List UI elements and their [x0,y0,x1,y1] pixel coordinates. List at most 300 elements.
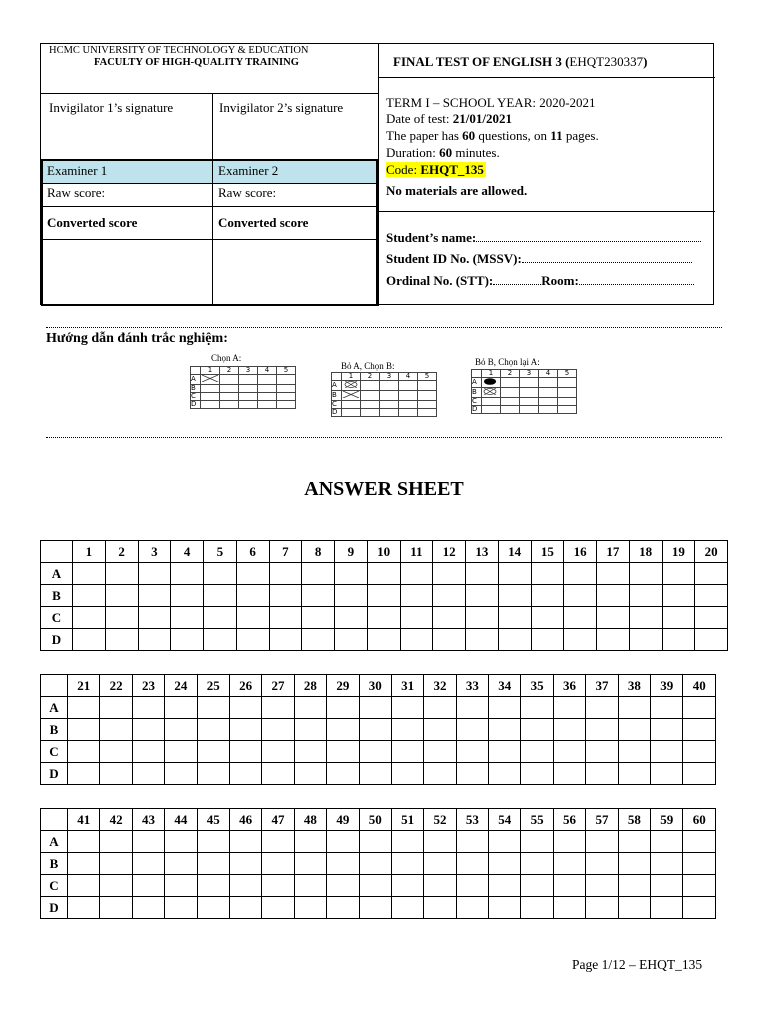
answer-bubble-cell[interactable] [521,741,553,763]
paper-line [386,128,599,143]
answer-bubble-cell[interactable] [294,719,326,741]
student-name-field[interactable] [386,230,701,245]
answer-bubble-cell[interactable] [597,629,630,651]
answer-bubble-cell[interactable] [433,629,466,651]
answer-bubble-cell[interactable] [683,719,716,741]
room-blank[interactable] [579,273,694,285]
answer-bubble-cell[interactable] [466,585,499,607]
answer-bubble-cell[interactable] [100,719,132,741]
answer-bubble-cell[interactable] [564,585,597,607]
answer-bubble-cell[interactable] [391,875,423,897]
answer-bubble-cell[interactable] [400,607,433,629]
answer-bubble-cell[interactable] [171,607,204,629]
answer-bubble-cell[interactable] [294,897,326,919]
answer-bubble-cell[interactable] [466,607,499,629]
answer-row [41,585,728,607]
answer-bubble-cell[interactable] [391,763,423,785]
answer-bubble-cell[interactable] [456,897,488,919]
answer-bubble-cell[interactable] [236,629,269,651]
answer-bubble-cell[interactable] [294,697,326,719]
answer-bubble-cell[interactable] [294,831,326,853]
answer-bubble-cell[interactable] [424,719,456,741]
answer-bubble-cell[interactable] [294,763,326,785]
answer-bubble-cell[interactable] [695,629,728,651]
answer-bubble-cell[interactable] [68,853,100,875]
answer-bubble-cell[interactable] [327,897,359,919]
answer-bubble-cell[interactable] [618,831,650,853]
answer-bubble-cell[interactable] [359,697,391,719]
header-rule [41,93,378,94]
answer-bubble-cell[interactable] [553,831,585,853]
answer-bubble-cell[interactable] [586,853,618,875]
answer-bubble-cell[interactable] [553,897,585,919]
header-rule [212,161,213,304]
answer-bubble-cell[interactable] [68,719,100,741]
student-id-label: Student ID No. (MSSV): [386,251,522,266]
answer-bubble-cell[interactable] [294,853,326,875]
answer-bubble-cell[interactable] [327,741,359,763]
answer-bubble-cell[interactable] [695,563,728,585]
answer-bubble-cell[interactable] [165,897,197,919]
answer-bubble-cell[interactable] [197,853,229,875]
answer-bubble-cell[interactable] [489,719,521,741]
answer-bubble-cell[interactable] [165,741,197,763]
answer-bubble-cell[interactable] [456,719,488,741]
answer-bubble-cell[interactable] [433,607,466,629]
answer-bubble-cell[interactable] [132,897,164,919]
answer-bubble-cell[interactable] [269,563,302,585]
answer-bubble-cell[interactable] [553,875,585,897]
answer-bubble-cell[interactable] [521,853,553,875]
answer-bubble-cell[interactable] [618,719,650,741]
answer-bubble-cell[interactable] [521,875,553,897]
answer-bubble-cell[interactable] [424,853,456,875]
answer-bubble-cell[interactable] [359,831,391,853]
answer-bubble-cell[interactable] [269,607,302,629]
answer-row [41,741,716,763]
answer-bubble-cell[interactable] [132,763,164,785]
answer-bubble-cell[interactable] [100,831,132,853]
answer-bubble-cell[interactable] [132,697,164,719]
answer-bubble-cell[interactable] [68,741,100,763]
answer-bubble-cell[interactable] [367,607,400,629]
question-number: 33 [456,675,488,697]
answer-bubble-cell[interactable] [236,563,269,585]
answer-bubble-cell[interactable] [68,763,100,785]
answer-bubble-cell[interactable] [165,853,197,875]
answer-bubble-cell[interactable] [367,629,400,651]
question-number: 31 [391,675,423,697]
answer-bubble-cell[interactable] [553,853,585,875]
answer-bubble-cell[interactable] [262,719,294,741]
answer-bubble-cell[interactable] [629,563,662,585]
answer-bubble-cell[interactable] [204,629,237,651]
answer-bubble-cell[interactable] [294,875,326,897]
answer-bubble-cell[interactable] [132,719,164,741]
student-name-blank[interactable] [476,230,701,242]
answer-bubble-cell[interactable] [391,897,423,919]
answer-bubble-cell[interactable] [100,853,132,875]
answer-bubble-cell[interactable] [586,741,618,763]
answer-bubble-cell[interactable] [229,853,261,875]
answer-bubble-cell[interactable] [132,853,164,875]
answer-bubble-cell[interactable] [138,629,171,651]
answer-bubble-cell[interactable] [359,719,391,741]
answer-bubble-cell[interactable] [262,853,294,875]
university-name: HCMC UNIVERSITY OF TECHNOLOGY & EDUCATION [49,45,309,56]
answer-bubble-cell[interactable] [391,719,423,741]
answer-bubble-cell[interactable] [335,585,368,607]
question-number: 55 [521,809,553,831]
answer-bubble-cell[interactable] [683,853,716,875]
answer-bubble-cell[interactable] [165,831,197,853]
answer-bubble-cell[interactable] [586,897,618,919]
answer-bubble-cell[interactable] [236,607,269,629]
answer-bubble-cell[interactable] [262,875,294,897]
answer-bubble-cell[interactable] [229,897,261,919]
answer-bubble-cell[interactable] [68,831,100,853]
answer-bubble-cell[interactable] [204,563,237,585]
answer-grid-3 [40,808,716,919]
answer-bubble-cell[interactable] [229,875,261,897]
mini-row: A [332,381,342,391]
answer-bubble-cell[interactable] [197,897,229,919]
question-number: 47 [262,809,294,831]
question-number: 59 [651,809,683,831]
answer-bubble-cell[interactable] [327,875,359,897]
converted-score-label-1: Converted score [47,215,138,230]
answer-bubble-cell[interactable] [197,763,229,785]
answer-bubble-cell[interactable] [629,607,662,629]
answer-bubble-cell[interactable] [629,585,662,607]
answer-bubble-cell[interactable] [171,629,204,651]
answer-bubble-cell[interactable] [553,741,585,763]
example-grid-2 [331,372,437,417]
student-name-label: Student’s name: [386,230,477,245]
answer-bubble-cell[interactable] [597,585,630,607]
answer-bubble-cell[interactable] [498,629,531,651]
paper-mid: questions, on [475,128,551,143]
answer-bubble-cell[interactable] [683,831,716,853]
answer-bubble-cell[interactable] [171,585,204,607]
answer-bubble-cell[interactable] [359,763,391,785]
question-number: 32 [424,675,456,697]
answer-bubble-cell[interactable] [564,629,597,651]
answer-bubble-cell[interactable] [651,853,683,875]
answer-bubble-cell[interactable] [586,697,618,719]
answer-bubble-cell[interactable] [229,741,261,763]
answer-bubble-cell[interactable] [294,741,326,763]
examiner-1-label: Examiner 1 [47,163,108,178]
answer-row [41,763,716,785]
answer-bubble-cell[interactable] [165,719,197,741]
question-number: 11 [400,541,433,563]
answer-bubble-cell[interactable] [489,697,521,719]
answer-bubble-cell[interactable] [586,875,618,897]
student-id-field[interactable] [386,251,692,266]
answer-bubble-cell[interactable] [105,629,138,651]
answer-grid-2 [40,674,716,785]
answer-bubble-cell[interactable] [400,629,433,651]
question-number: 28 [294,675,326,697]
exam-code [386,162,486,177]
answer-bubble-cell[interactable] [302,585,335,607]
answer-bubble-cell[interactable] [132,831,164,853]
answer-bubble-cell[interactable] [105,563,138,585]
answer-bubble-cell[interactable] [105,585,138,607]
answer-bubble-cell[interactable] [618,697,650,719]
answer-bubble-cell[interactable] [695,607,728,629]
answer-bubble-cell[interactable] [618,853,650,875]
answer-bubble-cell[interactable] [262,697,294,719]
answer-bubble-cell[interactable] [165,875,197,897]
answer-bubble-cell[interactable] [302,607,335,629]
answer-bubble-cell[interactable] [531,563,564,585]
answer-bubble-cell[interactable] [359,741,391,763]
answer-bubble-cell[interactable] [651,897,683,919]
answer-bubble-cell[interactable] [204,585,237,607]
answer-bubble-cell[interactable] [204,607,237,629]
duration-unit: minutes. [452,145,500,160]
answer-bubble-cell[interactable] [262,741,294,763]
answer-bubble-cell[interactable] [262,831,294,853]
raw-score-label-2: Raw score: [218,185,277,200]
question-number: 56 [553,809,585,831]
answer-bubble-cell[interactable] [262,763,294,785]
ordinal-blank[interactable] [493,273,541,285]
answer-bubble-cell[interactable] [618,763,650,785]
answer-bubble-cell[interactable] [327,719,359,741]
answer-bubble-cell[interactable] [662,607,695,629]
answer-bubble-cell[interactable] [683,741,716,763]
student-id-blank[interactable] [522,251,692,263]
answer-bubble-cell[interactable] [165,697,197,719]
answer-bubble-cell[interactable] [521,719,553,741]
answer-bubble-cell[interactable] [132,741,164,763]
answer-bubble-cell[interactable] [391,741,423,763]
answer-bubble-cell[interactable] [553,719,585,741]
answer-bubble-cell[interactable] [197,741,229,763]
answer-bubble-cell[interactable] [424,875,456,897]
question-number: 3 [138,541,171,563]
answer-bubble-cell[interactable] [683,763,716,785]
answer-bubble-cell[interactable] [662,585,695,607]
answer-bubble-cell[interactable] [359,853,391,875]
answer-bubble-cell[interactable] [651,697,683,719]
option-label: A [41,831,68,853]
option-label: D [41,629,73,651]
answer-bubble-cell[interactable] [618,875,650,897]
answer-bubble-cell[interactable] [391,831,423,853]
answer-bubble-cell[interactable] [683,697,716,719]
answer-bubble-cell[interactable] [651,831,683,853]
answer-bubble-cell[interactable] [400,585,433,607]
answer-bubble-cell[interactable] [597,607,630,629]
answer-bubble-cell[interactable] [197,875,229,897]
answer-bubble-cell[interactable] [662,629,695,651]
ordinal-room-field[interactable] [386,273,694,288]
answer-bubble-cell[interactable] [618,741,650,763]
date-value: 21/01/2021 [452,111,513,126]
answer-bubble-cell[interactable] [359,897,391,919]
answer-bubble-cell[interactable] [269,585,302,607]
answer-bubble-cell[interactable] [100,897,132,919]
duration-value: 60 [439,145,453,160]
answer-bubble-cell[interactable] [597,563,630,585]
answer-bubble-cell[interactable] [433,563,466,585]
answer-bubble-cell[interactable] [269,629,302,651]
answer-bubble-cell[interactable] [456,741,488,763]
answer-bubble-cell[interactable] [521,897,553,919]
answer-bubble-cell[interactable] [105,607,138,629]
answer-bubble-cell[interactable] [335,607,368,629]
answer-bubble-cell[interactable] [138,607,171,629]
answer-bubble-cell[interactable] [132,875,164,897]
answer-bubble-cell[interactable] [521,763,553,785]
answer-bubble-cell[interactable] [100,763,132,785]
answer-bubble-cell[interactable] [466,563,499,585]
answer-bubble-cell[interactable] [424,763,456,785]
answer-bubble-cell[interactable] [553,763,585,785]
answer-bubble-cell[interactable] [651,741,683,763]
answer-bubble-cell[interactable] [564,563,597,585]
answer-bubble-cell[interactable] [456,697,488,719]
answer-bubble-cell[interactable] [424,897,456,919]
answer-bubble-cell[interactable] [531,607,564,629]
date-label: Date of test: [386,111,453,126]
answer-bubble-cell[interactable] [73,607,106,629]
answer-bubble-cell[interactable] [683,875,716,897]
answer-bubble-cell[interactable] [651,763,683,785]
answer-bubble-cell[interactable] [489,897,521,919]
answer-bubble-cell[interactable] [489,875,521,897]
answer-bubble-cell[interactable] [456,853,488,875]
room-label: Room: [541,273,579,288]
question-number: 22 [100,675,132,697]
answer-sheet-title: ANSWER SHEET [304,478,464,500]
answer-bubble-cell[interactable] [229,831,261,853]
answer-bubble-cell[interactable] [236,585,269,607]
answer-bubble-cell[interactable] [68,897,100,919]
answer-bubble-cell[interactable] [100,741,132,763]
answer-bubble-cell[interactable] [489,853,521,875]
dotted-separator [46,327,722,328]
question-number: 49 [327,809,359,831]
answer-bubble-cell[interactable] [424,741,456,763]
answer-bubble-cell[interactable] [359,875,391,897]
answer-bubble-cell[interactable] [229,697,261,719]
answer-bubble-cell[interactable] [521,697,553,719]
answer-bubble-cell[interactable] [302,629,335,651]
answer-bubble-cell[interactable] [424,831,456,853]
answer-bubble-cell[interactable] [73,585,106,607]
question-number: 7 [269,541,302,563]
question-number: 36 [553,675,585,697]
answer-bubble-cell[interactable] [564,607,597,629]
question-number: 37 [586,675,618,697]
answer-bubble-cell[interactable] [456,763,488,785]
answer-bubble-cell[interactable] [367,585,400,607]
answer-bubble-cell[interactable] [229,719,261,741]
answer-bubble-cell[interactable] [171,563,204,585]
question-number: 25 [197,675,229,697]
answer-bubble-cell[interactable] [466,629,499,651]
answer-bubble-cell[interactable] [335,563,368,585]
answer-bubble-cell[interactable] [531,585,564,607]
answer-grid-1 [40,540,728,651]
answer-bubble-cell[interactable] [391,853,423,875]
answer-bubble-cell[interactable] [424,697,456,719]
answer-bubble-cell[interactable] [327,853,359,875]
answer-bubble-cell[interactable] [531,629,564,651]
question-number: 1 [73,541,106,563]
question-number: 29 [327,675,359,697]
answer-bubble-cell[interactable] [553,697,585,719]
answer-bubble-cell[interactable] [68,697,100,719]
option-label: A [41,697,68,719]
answer-bubble-cell[interactable] [100,697,132,719]
answer-bubble-cell[interactable] [629,629,662,651]
answer-bubble-cell[interactable] [618,897,650,919]
date-line [386,111,512,126]
answer-bubble-cell[interactable] [391,697,423,719]
answer-bubble-cell[interactable] [73,563,106,585]
answer-bubble-cell[interactable] [367,563,400,585]
duration-label: Duration: [386,145,440,160]
answer-bubble-cell[interactable] [498,585,531,607]
answer-bubble-cell[interactable] [262,897,294,919]
answer-bubble-cell[interactable] [302,563,335,585]
answer-bubble-cell[interactable] [73,629,106,651]
answer-bubble-cell[interactable] [489,831,521,853]
answer-bubble-cell[interactable] [327,697,359,719]
grid-corner-cell [41,809,68,831]
answer-bubble-cell[interactable] [327,763,359,785]
answer-bubble-cell[interactable] [695,585,728,607]
answer-bubble-cell[interactable] [165,763,197,785]
answer-bubble-cell[interactable] [521,831,553,853]
answer-bubble-cell[interactable] [498,607,531,629]
answer-bubble-cell[interactable] [489,741,521,763]
answer-bubble-cell[interactable] [456,875,488,897]
answer-bubble-cell[interactable] [651,875,683,897]
answer-bubble-cell[interactable] [327,831,359,853]
answer-bubble-cell[interactable] [400,563,433,585]
answer-bubble-cell[interactable] [229,763,261,785]
answer-bubble-cell[interactable] [498,563,531,585]
grid-corner-cell [41,541,73,563]
answer-bubble-cell[interactable] [683,897,716,919]
answer-bubble-cell[interactable] [662,563,695,585]
cross-mark-icon [201,375,219,382]
answer-bubble-cell[interactable] [100,875,132,897]
answer-bubble-cell[interactable] [197,697,229,719]
answer-bubble-cell[interactable] [68,875,100,897]
answer-bubble-cell[interactable] [489,763,521,785]
answer-bubble-cell[interactable] [586,763,618,785]
answer-bubble-cell[interactable] [433,585,466,607]
answer-bubble-cell[interactable] [138,585,171,607]
answer-bubble-cell[interactable] [197,831,229,853]
question-number: 51 [391,809,423,831]
answer-bubble-cell[interactable] [456,831,488,853]
answer-bubble-cell[interactable] [586,831,618,853]
answer-bubble-cell[interactable] [586,719,618,741]
answer-bubble-cell[interactable] [138,563,171,585]
answer-bubble-cell[interactable] [197,719,229,741]
answer-bubble-cell[interactable] [651,719,683,741]
answer-bubble-cell[interactable] [335,629,368,651]
